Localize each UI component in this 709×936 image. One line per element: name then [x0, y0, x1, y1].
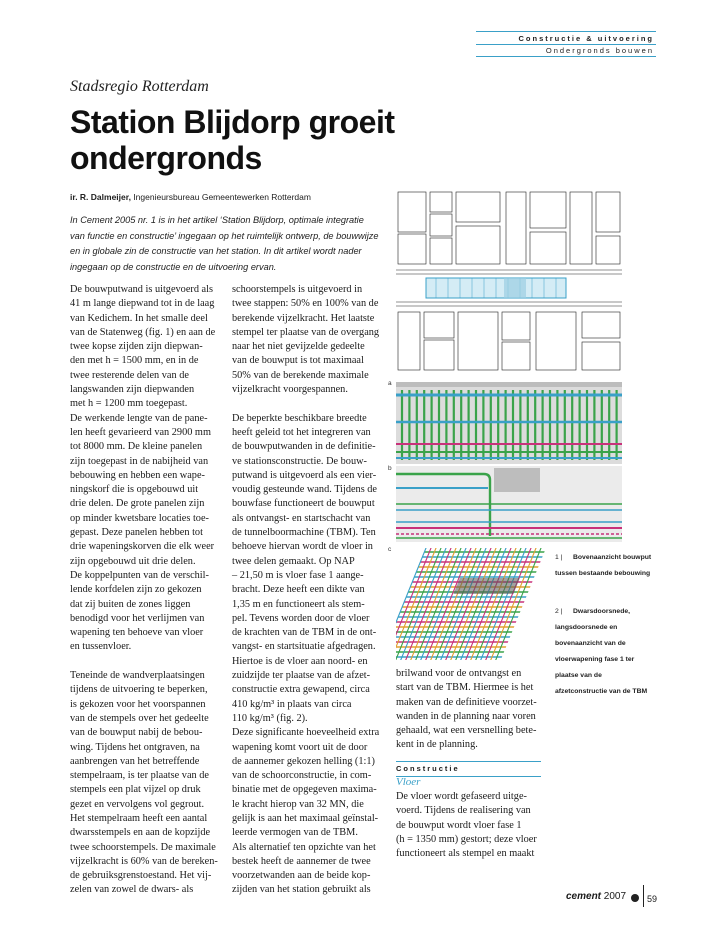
- footer-year: 2007: [603, 891, 627, 902]
- caption-2-text: Dwarsdoorsnede, langsdoorsnede en bovenaanzicht van de vloerwapening fase 1 ter plaatse van de afzetconstructie van de TBM: [555, 608, 648, 695]
- article-intro: In Cement 2005 nr. 1 is in het artikel ‘Station Blijdorp, optimale integratie van functie en constructie’ ingegaan op het ruimtelijk ontwerp, de bouwwijze en in globale zin de constructie van het station. In dit artikel wordt nader ingegaan op de constructie en de uitvoering ervan.: [70, 215, 379, 272]
- author-affiliation: Ingenieursbureau Gemeentewerken Rotterdam: [130, 192, 311, 202]
- caption-1-number: 1 |: [555, 554, 563, 561]
- article-title: Station Blijdorp groeit ondergronds: [70, 104, 395, 176]
- body-column-1: [70, 283, 230, 898]
- figure-2c-rebar-3d: [396, 548, 551, 660]
- section-subheading: Vloer: [396, 776, 421, 788]
- article-kicker: Stadsregio Rotterdam: [70, 78, 209, 95]
- col2-paragraph-1: schoorstempels is uitgevoerd in twee stappen: 50% en 100% van de berekende vijzelkracht. Het laatste stempel ter plaatse van de overgang naar het niet gevijzelde gedeelte van de bouwput is tot maximaal 50% van de berekende maximale vijzelkracht voorgespannen.: [232, 284, 380, 396]
- col1-paragraph-1: De bouwputwand is uitgevoerd als 41 m lange diepwand tot in de laag van Kedichem. In het smalle deel van de Statenweg (fig. 1) en aan de twee kopse zijden zijn diepwan- den met h = 1500 mm, en in de twee resterende delen van de langswanden zijn diepwanden met h = 1200 mm toegepast. De werkende lengte van de pane- len heeft gevarieerd van 2900 mm tot 8000 mm. De kleine panelen zijn toegepast in de nabijheid van bebouwing en hebben een wape- ningskorf die is opgebouwd uit drie delen. De grote panelen zijn op minder kwetsbare locaties toe- gepast. Deze panelen hebben tot drie wapeningskorven die elk weer zijn opgebouwd uit drie delen. De koppelpunten van de verschil- lende korfdelen zijn zo gekozen dat zij buiten de zones liggen benodigd voor het verlijmen van wapening ten behoeve van vloer en tussenvloer.: [70, 284, 216, 653]
- caption-figure-1: [555, 550, 655, 582]
- header-rule-mid: [476, 44, 656, 45]
- header-rule-top: [476, 31, 656, 32]
- header-subsection: Ondergronds bouwen: [545, 46, 654, 55]
- author-name: ir. R. Dalmeijer,: [70, 192, 131, 202]
- footer-magazine: [566, 891, 626, 902]
- caption-figure-2: [555, 604, 655, 700]
- caption-2-number: 2 |: [555, 608, 563, 615]
- figure-2a-cross-section: [396, 382, 622, 464]
- col1-paragraph-2: Teneinde de wandverplaatsingen tijdens de uitvoering te beperken, is gekozen voor het voorspannen van de stempels over het gedeelte van de bouwput nabij de bebou- wing. Tijdens het ontgraven, na aanbrengen van het betreffende stempelraam, is ter plaatse van de stempels een plat vijzel op druk gezet en vervolgens vol gegrout. Het stempelraam heeft een aantal dwarsstempels en aan de kopzijde twee schoorstempels. De maximale vijzelkracht is 60% van de bereken- de gebruiksgrenstoestand. Het vij- zelen van zowel de dwars- als: [70, 670, 218, 896]
- footer-logo-icon: [631, 894, 639, 902]
- col2-paragraph-2: De beperkte beschikbare breedte heeft geleid tot het integreren van de bouwputwanden in de definitie- ve stationsconstructie. De bouw- putwand is uitgevoerd als een vier- voudig gesteunde wand. Tijdens de bouwfase functioneert de bouwput als ontvangst- en startschacht van de tunnelboormachine (TBM). Ten behoeve hiervan wordt de vloer in twee delen gemaakt. Op NAP – 21,50 m is vloer fase 1 aange- bracht. Deze heeft een dikte van 1,35 m en functioneert als stem- pel. Tevens worden door de vloer de krachten van de TBM in de ont- vangst- en startsituatie afgedragen. Hiertoe is de vloer aan noord- en zuidzijde ter plaatse van de afzet- constructie extra gewapend, circa 410 kg/m³ in plaats van circa 110 kg/m³ (fig. 2). Deze significante hoeveelheid extra wapening komt voort uit de door de aannemer gekozen helling (1:1) van de schoorconstructie, in com- binatie met de opgegeven maxima- le kracht hierop van 32 MN, die gelijk is aan het maximaal geïnstal- leerde vermogen van de TBM. Als alternatief ten opzichte van het bestek heeft de aannemer de twee voorzetwanden aan de beide kop- zijden van het station gebruikt als: [232, 412, 380, 896]
- col3-paragraph-2: De vloer wordt gefaseerd uitge- voerd. Tijdens de realisering van de bouwput wordt vloer fase 1 (h = 1350 mm) gestort; deze vloer functioneert als stempel en maakt: [396, 791, 537, 860]
- col3-paragraph-1: brilwand voor de ontvangst en start van de TBM. Hiermee is het maken van de definitieve voorzet- wanden in de planning naar voren gehaald, wat een versnelling bete- kent in de planning.: [396, 668, 537, 751]
- footer-magazine-name: cement: [566, 891, 602, 902]
- figure-label-b: b: [388, 465, 392, 472]
- footer-page-number: 59: [647, 894, 658, 904]
- header-rule-bottom: [476, 56, 656, 57]
- header-section: Constructie & uitvoering: [518, 34, 654, 43]
- figure-label-a: a: [388, 380, 392, 387]
- section-heading: Constructie: [396, 761, 541, 777]
- body-column-3-bottom: [396, 790, 551, 861]
- article-author: [70, 192, 311, 202]
- body-column-2: [232, 283, 392, 898]
- figure-label-c: c: [388, 546, 392, 553]
- body-column-3-top: [396, 667, 551, 753]
- footer-divider: [643, 885, 644, 907]
- figure-2b-longitudinal-section: [396, 466, 622, 542]
- figure-1-site-plan: [396, 190, 622, 372]
- caption-1-text: Bovenaanzicht bouwput tussen bestaande bebouwing: [555, 554, 652, 577]
